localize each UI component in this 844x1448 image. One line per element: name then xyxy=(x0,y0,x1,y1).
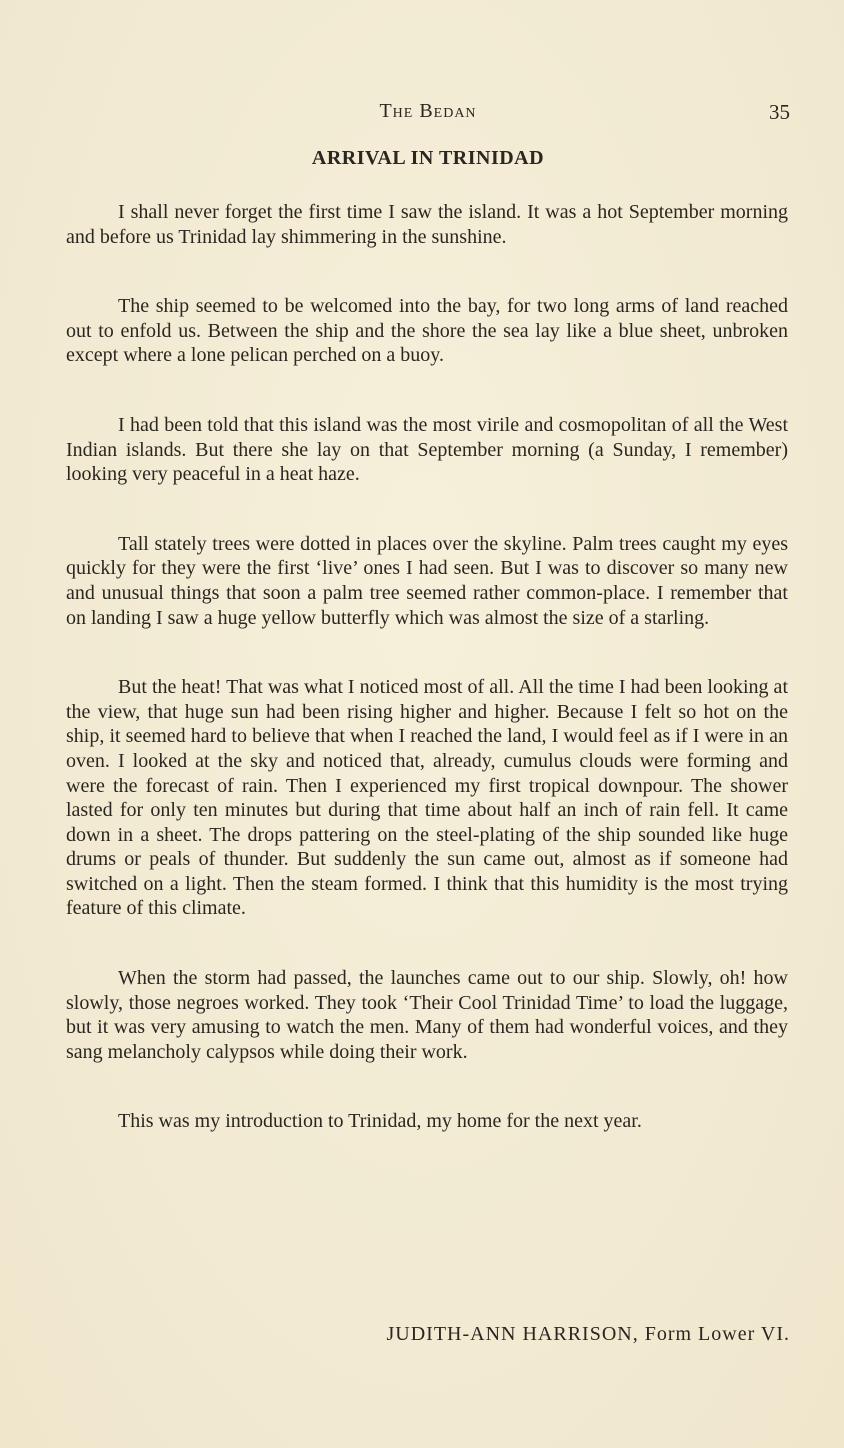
paragraph: But the heat! That was what I noticed most of all. All the time I had been looking at the view, that huge sun had been rising higher and higher. Because I felt so hot on the ship, it seemed hard to believe that when I reached the land, I would feel as if I were in an oven. I looked at the sky and noticed that, already, cumulus clouds were forming and were the forecast of rain. Then I experienced my first tropical downpour. The shower lasted for only ten minutes but during that time about half an inch of rain fell. It came down in a sheet. The drops pattering on the steel-plating of the ship sounded like huge drums or peals of thunder. But suddenly the sun came out, almost as if someone had switched on a light. Then the steam formed. I think that this humidity is the most trying feature of this climate. xyxy=(66,676,788,920)
paragraph: The ship seemed to be welcomed into the bay, for two long arms of land reached out to enfold us. Between the ship and the shore the sea lay like a blue sheet, unbroken except where a lone pelican perched on a buoy. xyxy=(66,295,788,367)
running-head xyxy=(66,100,790,130)
paragraph: When the storm had passed, the launches came out to our ship. Slowly, oh! how slowly, those negroes worked. They took ‘Their Cool Trinidad Time’ to load the luggage, but it was very amusing to watch the men. Many of them had wonderful voices, and they sang melancholy calypsos while doing their work. xyxy=(66,967,788,1063)
article-title: ARRIVAL IN TRINIDAD xyxy=(311,147,545,169)
running-title: The Bedan xyxy=(379,100,477,122)
article-body xyxy=(66,200,788,1134)
paragraph: Tall stately trees were dotted in places over the skyline. Palm trees caught my eyes quickly for they were the first ‘live’ ones I had seen. But I was to discover so many new and unusual things that soon a palm tree seemed rather common-place. I remember that on landing I saw a huge yellow butterfly which was almost the size of a starling. xyxy=(66,532,788,629)
paragraph: I had been told that this island was the most virile and cosmopolitan of all the West Indian islands. But there she lay on that September morning (a Sunday, I remember) looking very peaceful in a heat haze. xyxy=(66,413,788,486)
paragraph: I shall never forget the first time I saw the island. It was a hot September morning and before us Trinidad lay shimmering in the sunshine. xyxy=(66,201,788,248)
author-signature: JUDITH-ANN HARRISON, Form Lower VI. xyxy=(386,1323,790,1345)
paragraph: This was my introduction to Trinidad, my home for the next year. xyxy=(118,1110,642,1133)
page-number: 35 xyxy=(769,100,790,124)
